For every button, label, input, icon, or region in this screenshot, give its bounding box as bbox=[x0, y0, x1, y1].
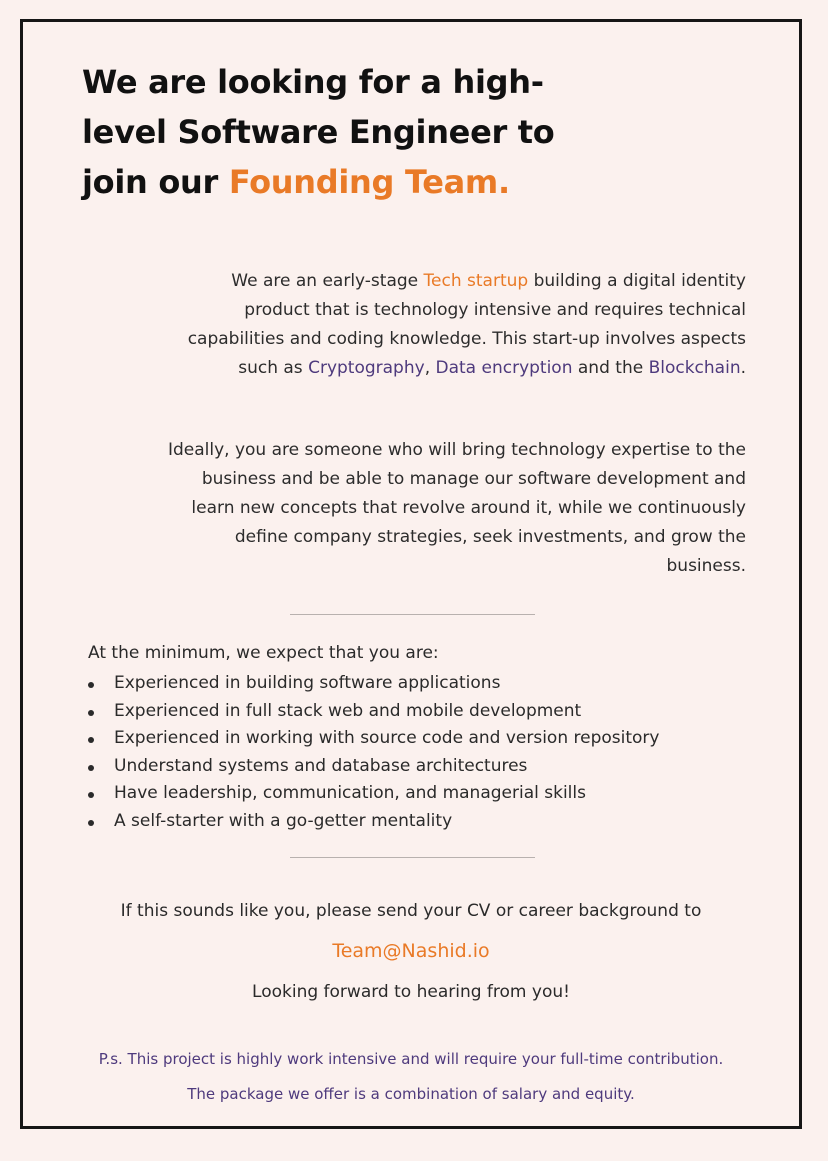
bullet-icon bbox=[88, 682, 94, 688]
cta-text: If this sounds like you, please send your CV or career background to bbox=[120, 901, 702, 921]
blockchain-highlight: Blockchain bbox=[648, 358, 741, 378]
bullet-icon bbox=[88, 792, 94, 798]
ps-line-1: P.s. This project is highly work intensive and will require your full-time contribution. bbox=[98, 1050, 724, 1068]
list-item bbox=[88, 753, 659, 781]
list-item-text: Experienced in full stack web and mobile development bbox=[114, 700, 582, 721]
list-item-text: Experienced in building software applications bbox=[114, 673, 501, 693]
list-item bbox=[88, 698, 659, 726]
list-item bbox=[88, 670, 659, 698]
list-item-text: Have leadership, communication, and managerial skills bbox=[114, 783, 586, 804]
list-item-text: A self-starter with a go-getter mentality bbox=[114, 810, 453, 831]
divider bbox=[290, 857, 535, 858]
divider bbox=[290, 614, 535, 615]
list-item-text: Experienced in working with source code and version repository bbox=[114, 728, 660, 749]
intro-paragraph-1 bbox=[166, 267, 746, 383]
email-link[interactable]: Team@Nashid.io bbox=[332, 940, 490, 962]
bullet-icon bbox=[88, 710, 94, 716]
bullet-icon bbox=[88, 765, 94, 771]
closing-text: Looking forward to hearing from you! bbox=[252, 982, 570, 1002]
intro-text: , bbox=[424, 358, 436, 378]
intro-text: building a digital identity product that is technology intensive and requires technical capabilities and coding knowledge. This start-up involves aspects such as bbox=[187, 271, 746, 378]
intro-text: . bbox=[740, 358, 746, 378]
requirements-list bbox=[88, 670, 659, 836]
list-item bbox=[88, 808, 659, 836]
requirements-lead: At the minimum, we expect that you are: bbox=[88, 643, 439, 663]
list-item-text: Understand systems and database architectures bbox=[114, 755, 528, 776]
intro-text: and the bbox=[572, 358, 649, 378]
headline bbox=[82, 57, 602, 207]
headline-text: We are looking for a high-level Software Engineer to join our bbox=[82, 63, 555, 201]
intro-paragraph-2: Ideally, you are someone who will bring technology expertise to the business and be able to manage our software development and learn new concepts that revolve around it, while we continuously define company strategies, seek investments, and grow the business. bbox=[167, 440, 746, 576]
tech-startup-highlight: Tech startup bbox=[423, 271, 529, 291]
bullet-icon bbox=[88, 737, 94, 743]
ps-line-2: The package we offer is a combination of salary and equity. bbox=[187, 1085, 635, 1103]
bullet-icon bbox=[88, 820, 94, 826]
list-item bbox=[88, 725, 659, 753]
data-encryption-highlight: Data encryption bbox=[435, 358, 573, 378]
list-item bbox=[88, 780, 659, 808]
intro-text: We are an early-stage bbox=[231, 271, 424, 291]
cryptography-highlight: Cryptography bbox=[308, 358, 425, 378]
headline-highlight: Founding Team. bbox=[228, 163, 510, 201]
